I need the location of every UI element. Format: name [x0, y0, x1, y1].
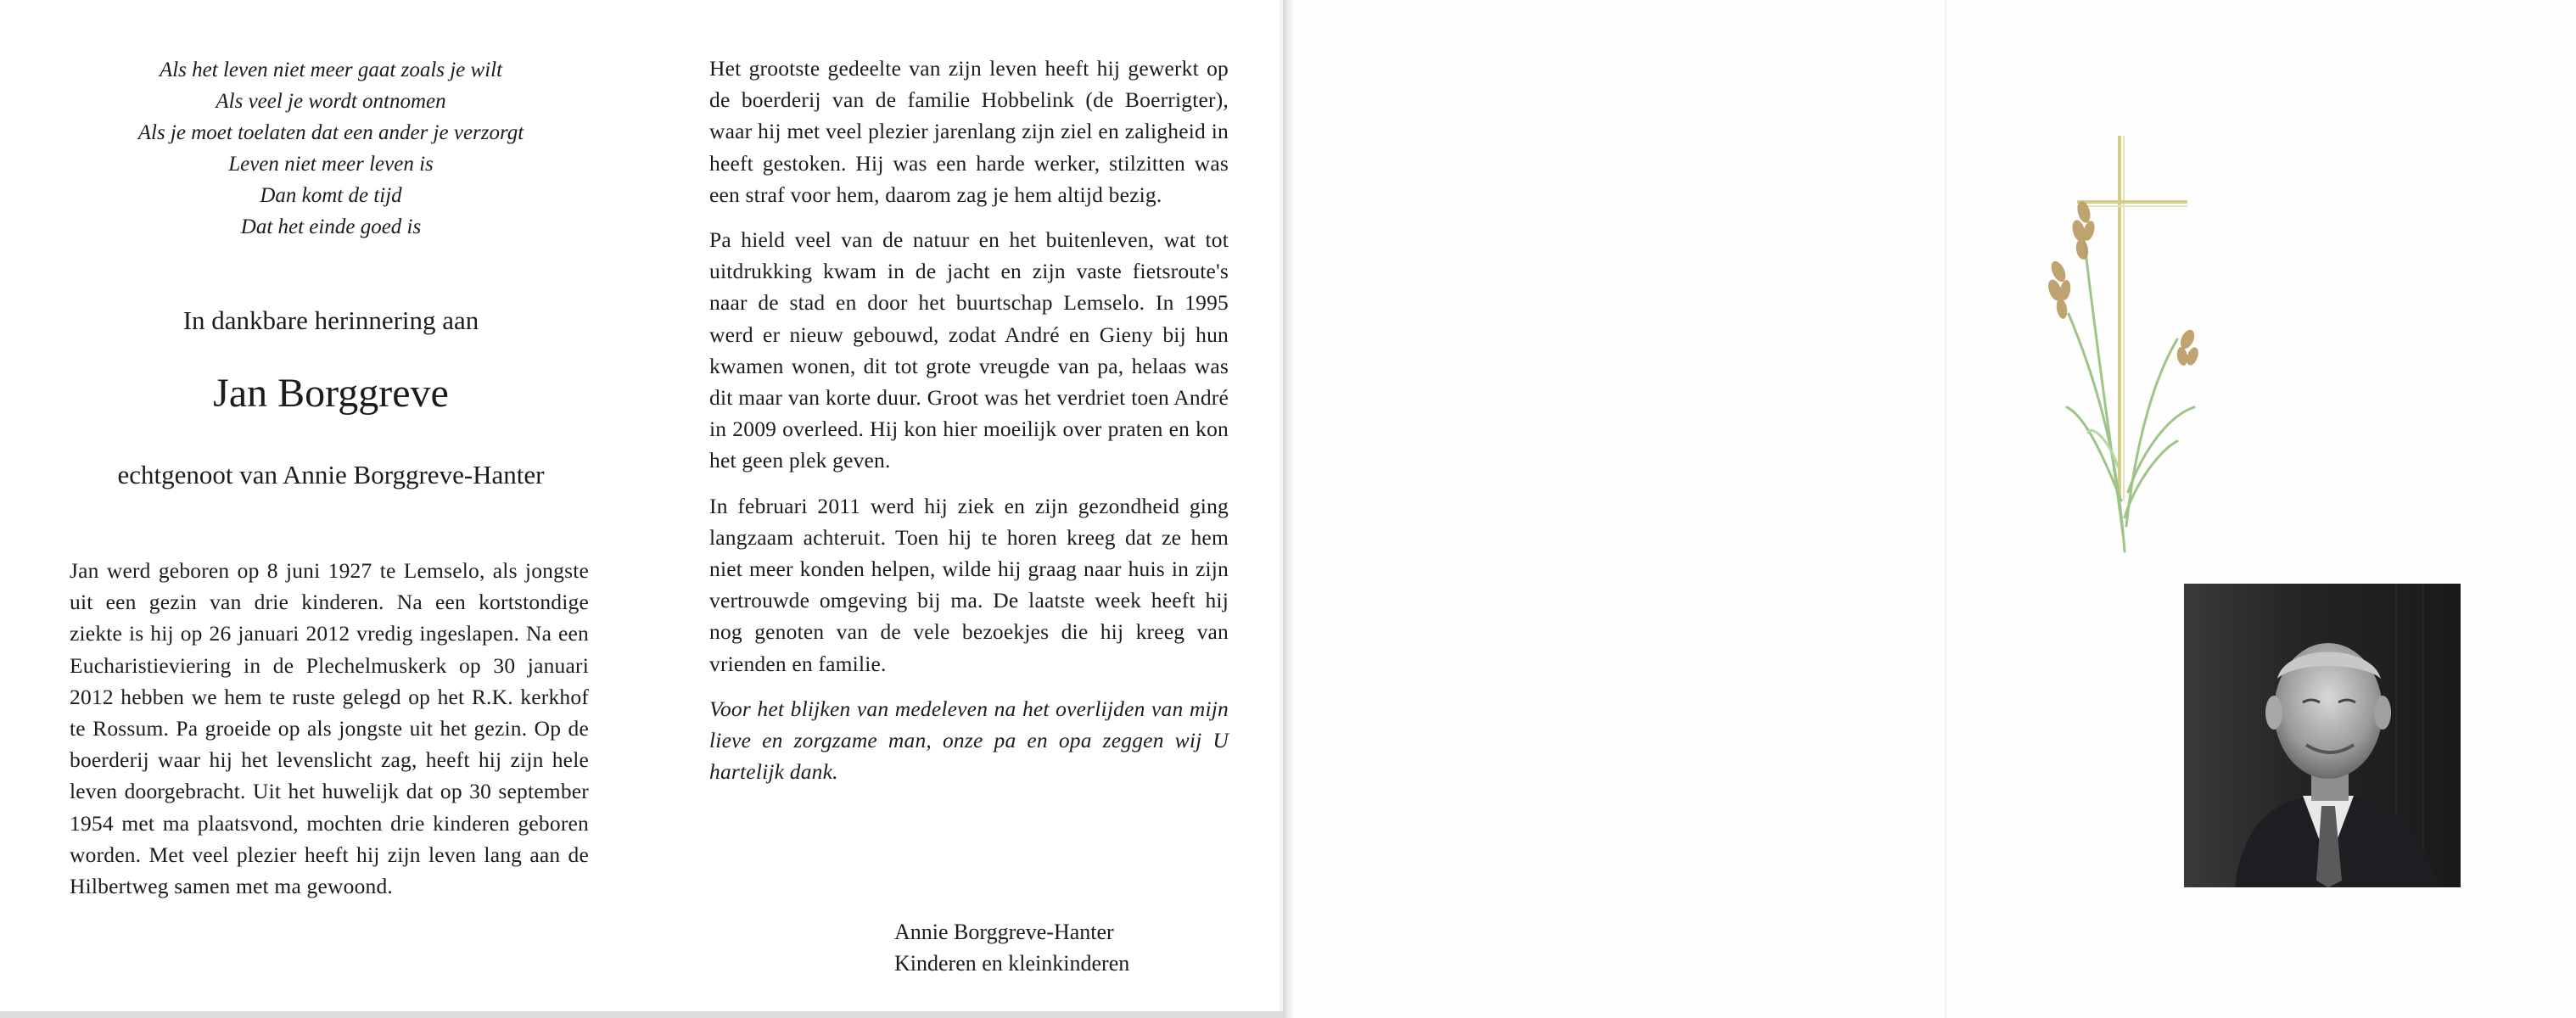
- cross-wheat-illustration: [2008, 127, 2225, 560]
- card-gap: [1283, 0, 1295, 1018]
- biography-continued: [709, 53, 1229, 801]
- signature-line: Annie Borggreve-Hanter: [894, 920, 1114, 944]
- biography-intro: Jan werd geboren op 8 juni 1927 te Lemselo, als jongste uit een gezin van drie kinderen. Na een kortstondige ziekte is hij op 26 januari 2012 vredig ingeslapen. Na een Eucharistieviering in de Plechelmuskerk op 30 januari 2012 hebben we hem te ruste gelegd op het R.K. kerkhof te Rossum. Pa groeide op als jongste uit het gezin. Op de boerderij waar hij het levenslicht zag, heeft hij zijn hele leven doorgebracht. Uit het huwelijk dat op 30 september 1954 met ma plaatsvond, mochten drie kinderen geboren worden. Met veel plezier heeft hij zijn leven lang aan de Hilbertweg samen met ma gewoond.: [70, 558, 589, 899]
- poem-line: Leven niet meer leven is: [228, 153, 434, 176]
- poem-line: Dan komt de tijd: [260, 184, 402, 207]
- wheat-icon: [2067, 238, 2194, 551]
- dedication-text: In dankbare herinnering aan: [182, 305, 479, 335]
- deceased-name: Jan Borggreve: [213, 371, 449, 416]
- signature-line: Kinderen en kleinkinderen: [894, 951, 1130, 976]
- biography-paragraph: In februari 2011 werd hij ziek en zijn gezondheid ging langzaam achteruit. Toen hij te horen kreeg dat ze hem niet meer konden helpen, wilde hij graag naar huis in zijn vertrouwde omgeving bij ma. De laatste week heeft hij nog genoten van de vele bezoekjes die hij kreeg van vrienden en familie.: [709, 493, 1229, 676]
- biography-paragraph: Het grootste gedeelte van zijn leven heeft hij gewerkt op de boerderij van de familie Hobbelink (de Boerrigter), waar hij met veel plezier jarenlang zijn ziel en zaligheid in heeft gestoken. Hij was een harde werker, stilzitten was een straf voor hem, daarom zag je hem altijd bezig.: [709, 56, 1229, 207]
- spouse-text: echtgenoot van Annie Borggreve-Hanter: [117, 460, 545, 489]
- poem: [68, 54, 594, 243]
- card-fold-right: [1945, 0, 1946, 1018]
- biography-paragraph: Pa hield veel van de natuur en het buitenleven, wat tot uitdrukking kwam in de jacht en zijn vaste fietsroute's naar de stad en door het buurtschap Lemselo. In 1995 werd er nieuw gebouwd, zodat André en Gieny bij hun kwamen wonen, dit tot grote vreugde van pa, helaas was dit maar van korte duur. Groot was het verdriet toen André in 2009 overleed. Hij kon hier moeilijk over praten en kon het geen plek geven.: [709, 227, 1229, 473]
- portrait-image: [2184, 584, 2461, 887]
- portrait-photo: [2184, 584, 2461, 887]
- poem-line: Dat het einde goed is: [240, 215, 422, 238]
- poem-line: Als veel je wordt ontnomen: [216, 90, 446, 113]
- thanks-text: Voor het blijken van medeleven na het overlijden van mijn lieve en zorgzame man, onze pa en opa zeggen wij U hartelijk dank.: [709, 696, 1229, 785]
- poem-line: Als je moet toelaten dat een ander je verzorgt: [137, 121, 524, 144]
- poem-line: Als het leven niet meer gaat zoals je wilt: [159, 59, 503, 81]
- card-bottom-edge: [0, 1011, 1283, 1018]
- signature: [894, 916, 1251, 979]
